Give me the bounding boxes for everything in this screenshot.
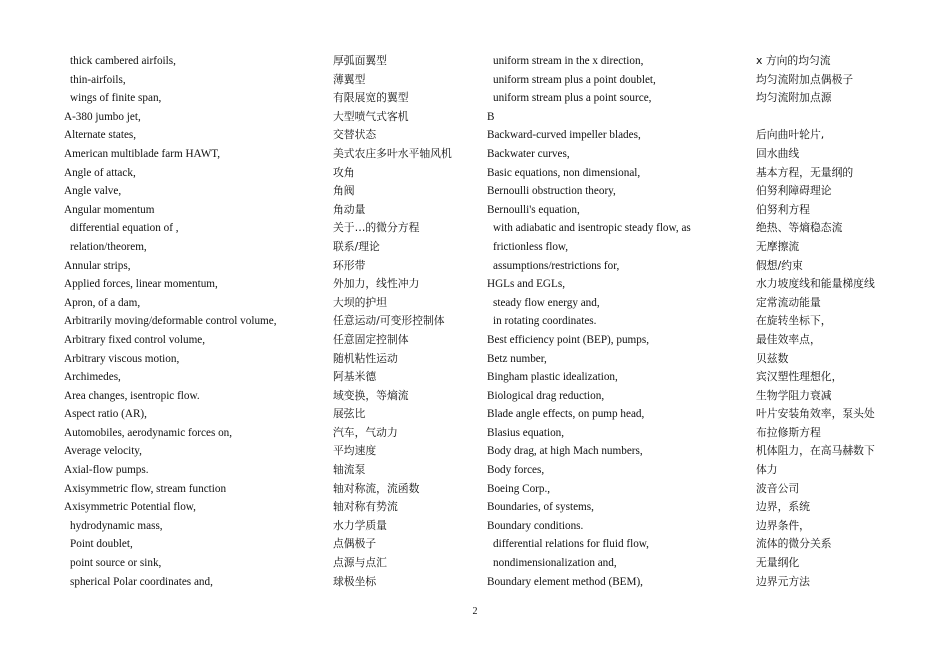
chinese-term: 大型喷气式客机 xyxy=(333,109,409,123)
english-term: Biological drag reduction, xyxy=(487,389,605,402)
chinese-term: 美式农庄多叶水平轴风机 xyxy=(333,146,452,160)
left-chinese-column xyxy=(333,52,483,591)
chinese-term: 薄翼型 xyxy=(333,72,366,86)
english-term: Betz number, xyxy=(487,352,547,365)
english-term: differential equation of , xyxy=(70,222,179,235)
chinese-term: 波音公司 xyxy=(756,481,800,495)
chinese-term: 机体阻力，在高马赫数下 xyxy=(756,444,875,458)
english-term: Basic equations, non dimensional, xyxy=(487,166,641,179)
chinese-term: 交替状态 xyxy=(333,128,377,142)
chinese-term: 任意固定控制体 xyxy=(333,332,409,346)
english-term: Area changes, isentropic flow. xyxy=(64,389,200,402)
english-term: Aspect ratio (AR), xyxy=(64,408,147,421)
chinese-term: 假想/约束 xyxy=(756,258,803,272)
right-chinese-column xyxy=(756,52,936,591)
chinese-term: 均匀流附加点偶极子 xyxy=(756,72,854,86)
english-term: Alternate states, xyxy=(64,129,137,142)
english-term: Bernoulli's equation, xyxy=(487,203,580,216)
chinese-term: 定常流动能量 xyxy=(756,295,821,309)
chinese-term: 随机粘性运动 xyxy=(333,351,398,365)
chinese-term: 角动量 xyxy=(333,202,366,216)
chinese-term: 伯努利障碍理论 xyxy=(756,184,832,198)
english-term: Average velocity, xyxy=(64,445,142,458)
english-term: Annular strips, xyxy=(64,259,131,272)
english-term: Blade angle effects, on pump head, xyxy=(487,408,645,421)
english-term: Arbitrarily moving/deformable control volume, xyxy=(64,315,277,328)
english-term: Arbitrary fixed control volume, xyxy=(64,333,206,346)
english-term: spherical Polar coordinates and, xyxy=(70,575,213,588)
english-term: Point doublet, xyxy=(70,538,133,551)
english-term: Automobiles, aerodynamic forces on, xyxy=(64,426,233,439)
english-term: uniform stream in the x direction, xyxy=(493,55,644,67)
english-term: B xyxy=(487,110,495,123)
english-term: A-380 jumbo jet, xyxy=(64,110,141,123)
chinese-term: 有限展宽的翼型 xyxy=(333,91,409,105)
english-term: thin-airfoils, xyxy=(70,73,126,86)
chinese-term: 点偶极子 xyxy=(333,537,377,551)
chinese-term: 生物学阻力衰减 xyxy=(756,388,832,402)
chinese-term: 均匀流附加点源 xyxy=(756,91,832,105)
english-term: nondimensionalization and, xyxy=(493,557,617,570)
english-term: Blasius equation, xyxy=(487,426,565,439)
right-english-column xyxy=(487,52,749,591)
chinese-term: 轴流泵 xyxy=(333,463,366,477)
english-term: Body forces, xyxy=(487,464,545,477)
english-term: Apron, of a dam, xyxy=(64,296,141,309)
chinese-term: 最佳效率点， xyxy=(756,332,821,346)
english-term: Backward-curved impeller blades, xyxy=(487,129,641,142)
english-term: in rotating coordinates. xyxy=(493,315,597,328)
english-term: wings of finite span, xyxy=(70,92,162,105)
chinese-term: 布拉修斯方程 xyxy=(756,425,821,439)
chinese-term: 绝热、等熵稳态流 xyxy=(756,221,843,235)
english-term: Angle of attack, xyxy=(64,166,136,179)
chinese-term: 边界条件， xyxy=(756,518,810,532)
chinese-term: 阿基米德 xyxy=(333,370,377,384)
english-term: with adiabatic and isentropic steady flow, as xyxy=(493,222,691,235)
chinese-term: 伯努利方程 xyxy=(756,202,810,216)
chinese-term: 球极坐标 xyxy=(333,574,377,588)
english-term: relation/theorem, xyxy=(70,240,147,253)
chinese-term: 基本方程，无量纲的 xyxy=(756,165,854,179)
left-english-column xyxy=(64,52,326,591)
english-term: thick cambered airfoils, xyxy=(70,55,176,67)
chinese-term: 体力 xyxy=(756,463,778,477)
chinese-term: 无摩擦流 xyxy=(756,239,800,253)
chinese-term: 轴对称流，流函数 xyxy=(333,481,420,495)
english-term: Axisymmetric Potential flow, xyxy=(64,501,196,514)
chinese-term: 大坝的护坦 xyxy=(333,295,387,309)
chinese-term: 域变换，等熵流 xyxy=(333,388,409,402)
chinese-term: 在旋转坐标下， xyxy=(756,314,832,328)
chinese-term: 流体的微分关系 xyxy=(756,537,832,551)
chinese-term: 轴对称有势流 xyxy=(333,500,398,514)
english-term: Backwater curves, xyxy=(487,147,570,160)
chinese-term: 厚弧面翼型 xyxy=(333,54,387,67)
english-term: American multiblade farm HAWT, xyxy=(64,147,221,160)
english-term: hydrodynamic mass, xyxy=(70,519,163,532)
english-term: Axial-flow pumps. xyxy=(64,464,149,477)
chinese-term: 叶片安装角效率，泵头处 xyxy=(756,407,875,421)
chinese-term: 外加力，线性冲力 xyxy=(333,277,420,291)
chinese-term: 水力坡度线和能量梯度线 xyxy=(756,277,875,291)
english-term: assumptions/restrictions for, xyxy=(493,259,620,272)
chinese-term: 边界元方法 xyxy=(756,574,810,588)
chinese-term: 宾汉塑性理想化， xyxy=(756,370,843,384)
english-term: Arbitrary viscous motion, xyxy=(64,352,180,365)
english-term: Archimedes, xyxy=(64,371,121,384)
chinese-term: 环形带 xyxy=(333,258,366,272)
chinese-term: 边界，系统 xyxy=(756,500,810,514)
chinese-term: 贝兹数 xyxy=(756,351,789,365)
english-term: uniform stream plus a point source, xyxy=(493,92,652,105)
english-term: Boundaries, of systems, xyxy=(487,501,594,514)
english-term: Angular momentum xyxy=(64,203,155,216)
chinese-term: 任意运动/可变形控制体 xyxy=(333,314,445,328)
chinese-term: 汽车，气动力 xyxy=(333,425,398,439)
english-term: Boeing Corp., xyxy=(487,482,551,495)
english-term: uniform stream plus a point doublet, xyxy=(493,73,656,86)
english-term: Body drag, at high Mach numbers, xyxy=(487,445,643,458)
english-term: differential relations for fluid flow, xyxy=(493,538,649,551)
chinese-term: 回水曲线 xyxy=(756,146,800,160)
english-term: Axisymmetric flow, stream function xyxy=(64,482,227,495)
english-term: Applied forces, linear momentum, xyxy=(64,278,218,291)
english-term: Bingham plastic idealization, xyxy=(487,371,618,384)
chinese-term: 攻角 xyxy=(333,165,355,179)
chinese-term: 角阀 xyxy=(333,184,355,198)
chinese-term: 关于…的微分方程 xyxy=(333,221,420,235)
chinese-term: 水力学质量 xyxy=(333,518,387,532)
chinese-term xyxy=(756,108,936,127)
page-number: 2 xyxy=(472,606,478,617)
chinese-term: 平均速度 xyxy=(333,444,377,458)
chinese-term: 展弦比 xyxy=(333,407,366,421)
english-term: frictionless flow, xyxy=(493,240,569,253)
english-term: Boundary conditions. xyxy=(487,519,584,532)
english-term: Best efficiency point (BEP), pumps, xyxy=(487,333,649,346)
chinese-term: 无量纲化 xyxy=(756,556,800,570)
english-term: point source or sink, xyxy=(70,557,162,570)
chinese-term: 联系/理论 xyxy=(333,239,380,253)
english-term: HGLs and EGLs, xyxy=(487,278,565,291)
english-term: Angle valve, xyxy=(64,185,122,198)
chinese-term: x 方向的均匀流 xyxy=(756,54,831,67)
chinese-term: 后向曲叶轮片, xyxy=(756,128,825,142)
english-term: steady flow energy and, xyxy=(493,296,600,309)
chinese-term: 点源与点汇 xyxy=(333,556,387,570)
english-term: Bernoulli obstruction theory, xyxy=(487,185,616,198)
english-term: Boundary element method (BEM), xyxy=(487,575,643,588)
